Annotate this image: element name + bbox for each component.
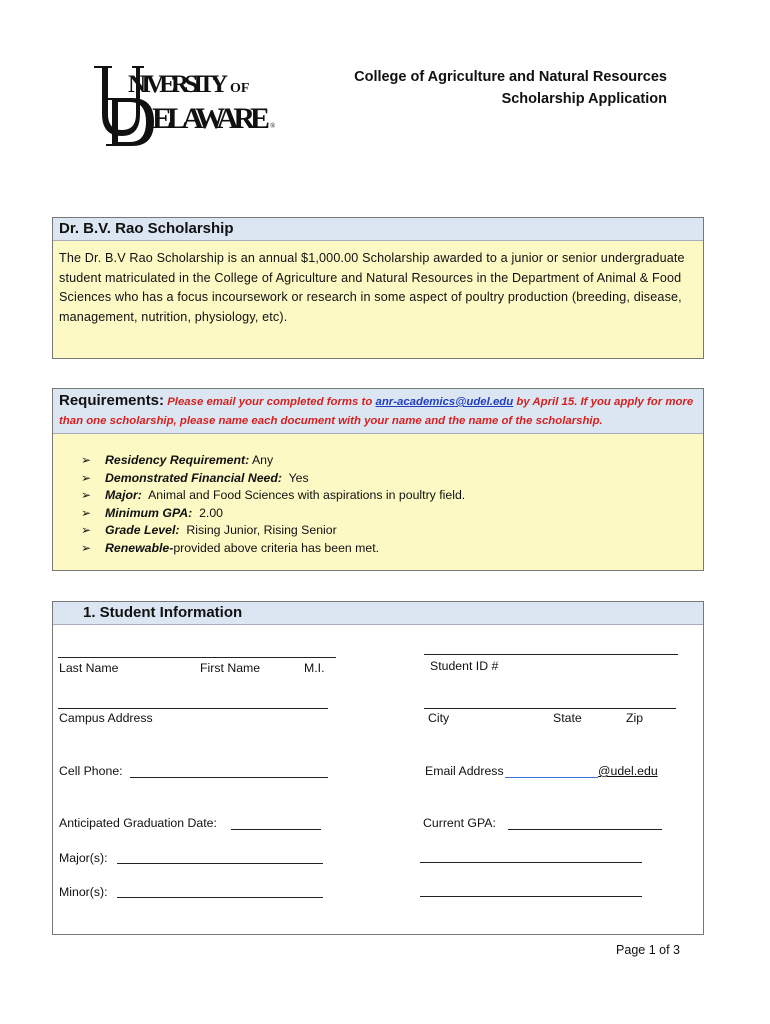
list-item (81, 470, 703, 488)
city-label: City (428, 711, 450, 725)
minors-label: Minor(s): (59, 885, 108, 899)
city-state-zip-field[interactable] (424, 708, 676, 709)
current-gpa-field[interactable] (508, 829, 662, 830)
mi-label: M.I. (304, 661, 325, 675)
college-name: College of Agriculture and Natural Resources (354, 69, 667, 85)
section-title: 1. Student Information (53, 602, 703, 625)
campus-address-label: Campus Address (59, 711, 153, 725)
arrow-bullet-icon: ➢ (81, 523, 92, 537)
arrow-bullet-icon: ➢ (81, 540, 92, 555)
list-item (81, 452, 703, 470)
arrow-bullet-icon: ➢ (81, 453, 92, 467)
requirement-label: Major: (105, 488, 142, 502)
cell-phone-field[interactable] (130, 777, 328, 778)
requirement-value: Rising Junior, Rising Senior (186, 523, 337, 537)
email-domain-label: @udel.edu (598, 764, 658, 778)
list-item (81, 505, 703, 523)
majors-label: Major(s): (59, 851, 108, 865)
email-link[interactable]: anr-academics@udel.edu (375, 396, 514, 408)
minors-field[interactable] (117, 897, 323, 898)
arrow-bullet-icon: ➢ (81, 505, 92, 520)
instruction-text-post: by April 15. If you apply for more than one scholarship, please name each document with your name and the name of the scholarship. (59, 396, 694, 427)
arrow-bullet-icon: ➢ (81, 470, 92, 485)
page-number: Page 1 of 3 (616, 943, 680, 957)
graduation-date-label: Anticipated Graduation Date: (59, 816, 217, 830)
requirement-value: 2.00 (199, 505, 223, 520)
requirement-label: Residency Requirement: (105, 453, 250, 467)
requirements-list (53, 434, 703, 557)
application-title (354, 66, 667, 110)
requirements-box (52, 388, 704, 571)
first-name-label: First Name (200, 661, 261, 675)
name-field[interactable] (58, 657, 336, 658)
svg-text:ELAWARE: ELAWARE (152, 102, 270, 135)
instruction-text-pre: Please email your completed forms to (167, 396, 373, 408)
zip-label: Zip (626, 711, 644, 725)
form-name: Scholarship Application (501, 91, 667, 107)
scholarship-description: The Dr. B.V Rao Scholarship is an annual $1,000.00 Scholarship awarded to a junior or senior undergraduate student matriculated in the College of Agriculture and Natural Resources in the Department of Animal & Food Sciences who has a focus incoursework or research in some aspect of poultry production (breeding, disease, management, nutrition, physiology, etc). (59, 251, 685, 324)
majors-field-2[interactable] (420, 862, 642, 863)
requirement-value: Animal and Food Sciences with aspirations in poultry field. (148, 488, 466, 502)
graduation-date-field[interactable] (231, 829, 321, 830)
email-address-label: Email Address (425, 764, 504, 778)
current-gpa-label: Current GPA: (423, 816, 496, 830)
svg-text:®: ® (270, 122, 276, 130)
requirement-value: provided above criteria has been met. (173, 540, 380, 555)
email-field[interactable] (505, 777, 598, 778)
student-id-field[interactable] (424, 654, 678, 655)
svg-text:NIVERSITY: NIVERSITY (128, 71, 228, 98)
campus-address-field[interactable] (58, 708, 328, 709)
requirement-label: Renewable- (105, 540, 174, 555)
list-item (81, 540, 703, 558)
svg-text:OF: OF (230, 81, 250, 96)
state-label: State (553, 711, 582, 725)
requirement-label: Minimum GPA: (105, 505, 193, 520)
requirement-label: Grade Level: (105, 523, 180, 537)
scholarship-description-box (52, 217, 704, 359)
requirements-header (53, 389, 703, 434)
requirement-label: Demonstrated Financial Need: (105, 470, 282, 485)
arrow-bullet-icon: ➢ (81, 488, 92, 502)
last-name-label: Last Name (59, 661, 119, 675)
requirement-value: Any (251, 453, 274, 467)
student-id-label: Student ID # (430, 659, 499, 673)
scholarship-title: Dr. B.V. Rao Scholarship (53, 218, 703, 241)
university-logo (92, 62, 282, 152)
requirement-value: Yes (288, 470, 309, 485)
minors-field-2[interactable] (420, 896, 642, 897)
cell-phone-label: Cell Phone: (59, 764, 123, 778)
requirements-title: Requirements: (59, 392, 165, 409)
list-item (81, 487, 703, 505)
list-item (81, 522, 703, 540)
majors-field[interactable] (117, 863, 323, 864)
